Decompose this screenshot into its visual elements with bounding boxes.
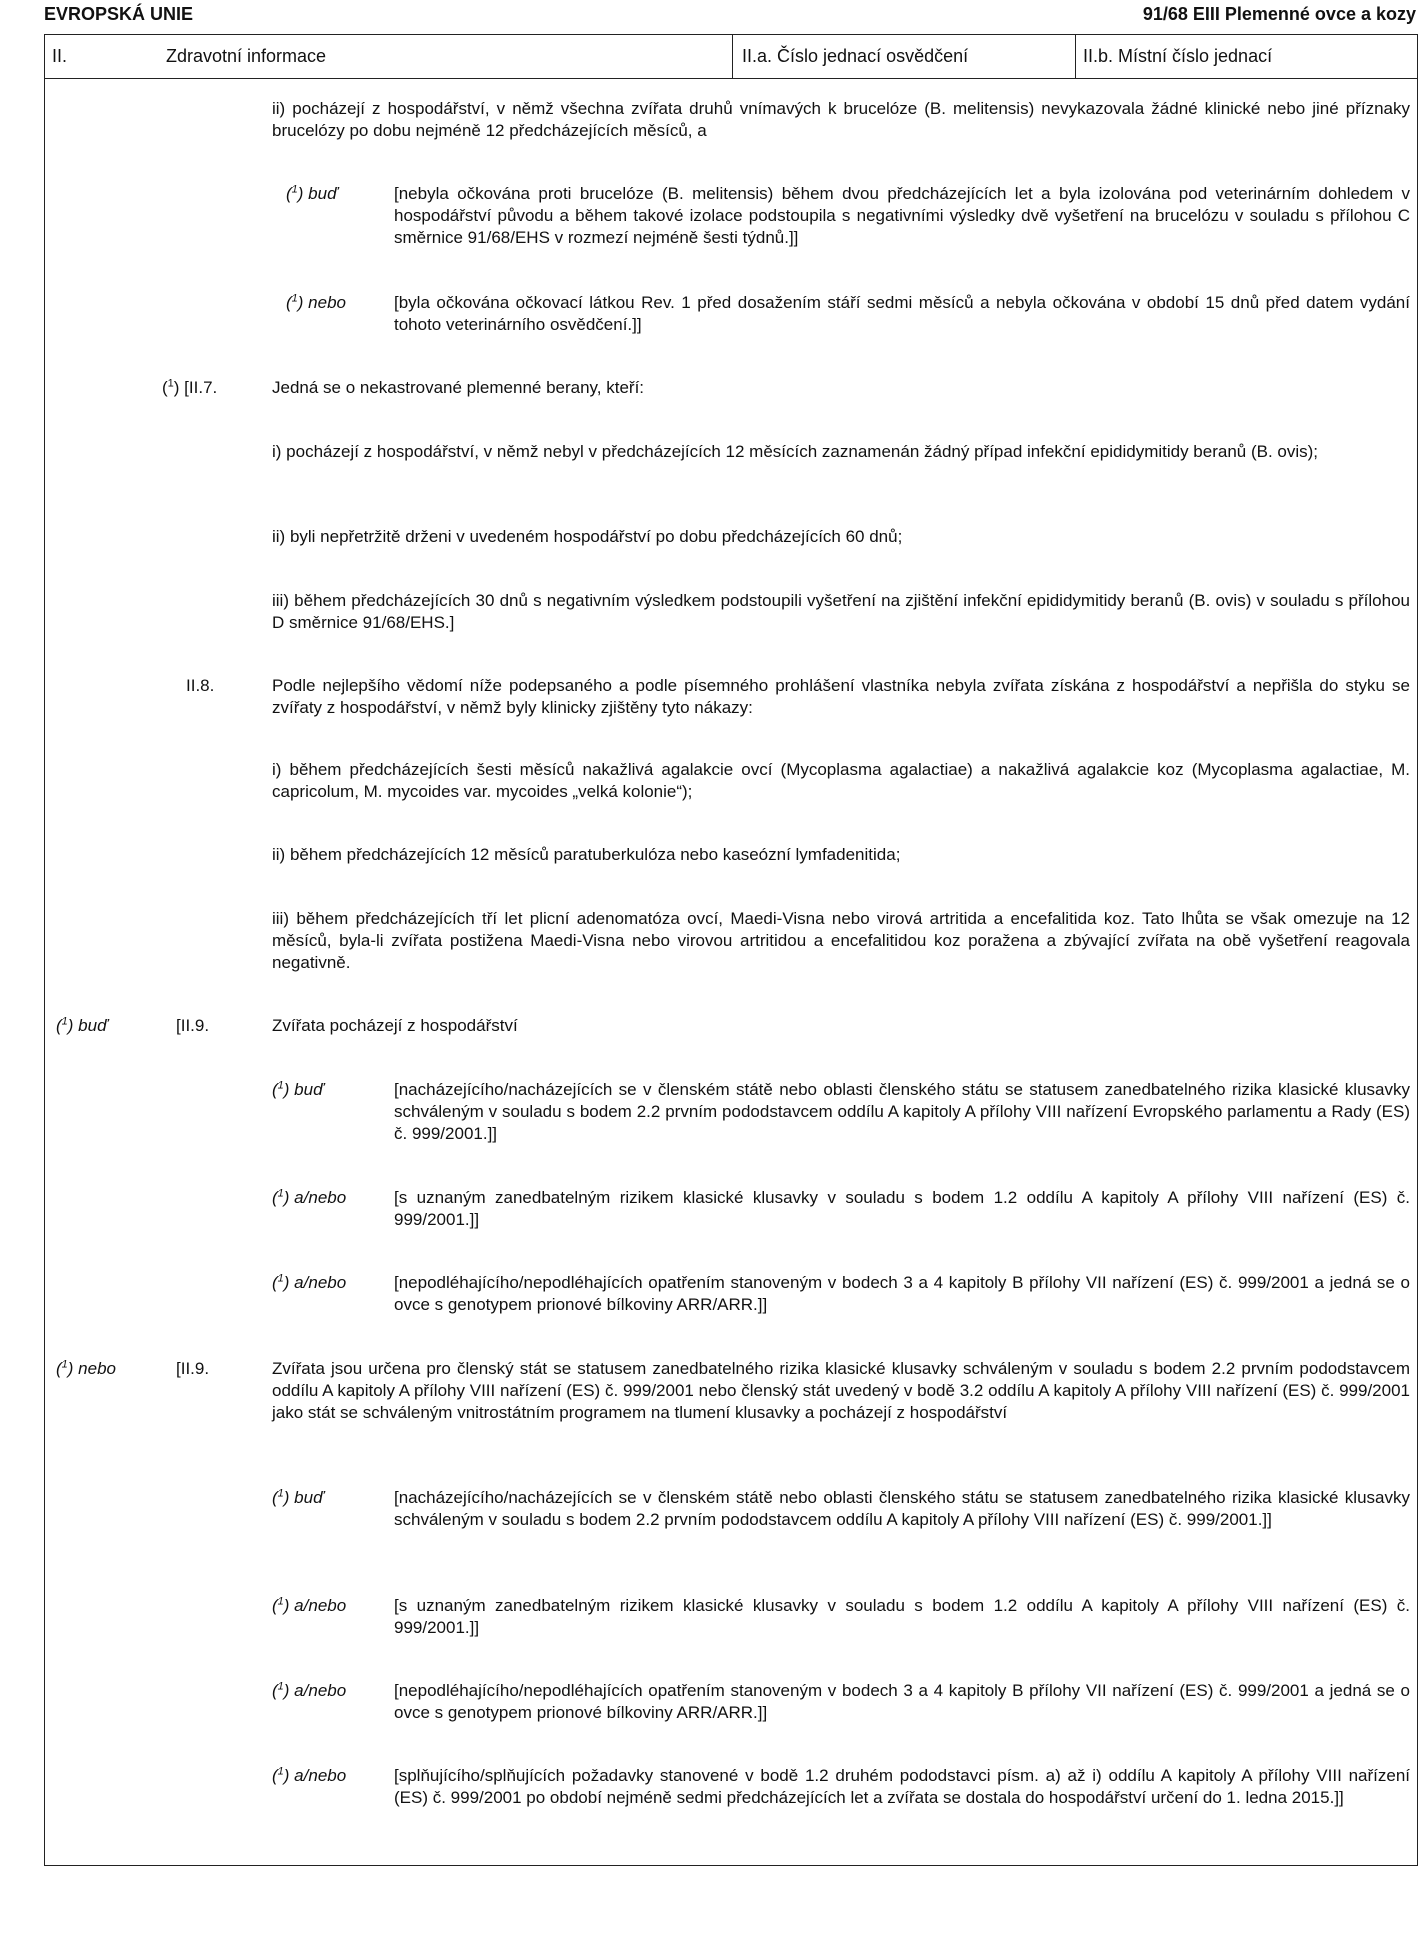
option-label: ($^1$) nebo [56,1358,116,1378]
subpoint-text: i) během předcházejících šesti měsíců nakažlivá agalakcie ovcí (Mycoplasma agalactiae) a nakažlivá agalakcie koz (Mycoplasma agalactiae, M. capricolum, M. mycoides var. mycoides „velká kolonie“); [272,760,1410,801]
subpoint-text: iii) během předcházejících 30 dnů s negativním výsledkem podstoupili vyšetření na zjištění infekční epididymitidy beranů (B. ovis) v souladu s přílohou D směrnice 91/68/EHS.] [272,591,1410,632]
local-reference-label: II.b. Místní číslo jednací [1083,46,1273,66]
header-divider [44,78,1418,79]
option-label: ($^1$) buď [56,1015,108,1035]
subpoint-text: ii) během předcházejících 12 měsíců paratuberkulóza nebo kaseózní lymfadenitida; [272,845,901,864]
subpoint-text: i) pocházejí z hospodářství, v němž nebyl v předcházejících 12 měsících zaznamenán žádný případ infekční epididymitidy beranů (B. ovis); [272,442,1319,461]
option-label: ($^1$) buď [272,1487,324,1507]
option-text: [s uznaným zanedbatelným rizikem klasické klusavky v souladu s bodem 1.2 oddílu A kapitoly A přílohy VIII nařízení (ES) č. 999/2001.]] [394,1596,1410,1637]
section-number: II. [52,46,68,66]
section-title: Zdravotní informace [166,46,327,66]
option-text: [byla očkována očkovací látkou Rev. 1 před dosažením stáří sedmi měsíců a nebyla očkována v období 15 dnů před datem vydání tohoto veterinárního osvědčení.]] [394,293,1410,334]
option-text: [splňujícího/splňujících požadavky stanovené v bodě 1.2 druhém pododstavci písm. a) až i) oddílu A kapitoly A přílohy VIII nařízení (ES) č. 999/2001 po období nejméně sedmi předcházejících let a zvířata se dostala do hospodářství určení do 1. ledna 2015.]] [394,1766,1410,1807]
option-text: [s uznaným zanedbatelným rizikem klasické klusavky v souladu s bodem 1.2 oddílu A kapitoly A přílohy VIII nařízení (ES) č. 999/2001.]] [394,1188,1410,1229]
header-col-divider-1 [732,34,733,78]
option-label: ($^1$) nebo [286,292,346,312]
subpoint-text: ii) byli nepřetržitě drženi v uvedeném hospodářství po dobu předcházejících 60 dnů; [272,527,903,546]
option-text: [nepodléhajícího/nepodléhajících opatřením stanoveným v bodech 3 a 4 kapitoly B přílohy VII nařízení (ES) č. 999/2001 a jedná se o ovce s genotypem prionové bílkoviny ARR/ARR.]] [394,1273,1410,1314]
option-label: ($^1$) a/nebo [272,1187,347,1207]
point-text: Podle nejlepšího vědomí níže podepsaného a podle písemného prohlášení vlastníka nebyla zvířata získána z hospodářství a nepřišla do styku se zvířaty z hospodářství, v němž byly klinicky zjištěny tyto nákazy: [272,676,1410,717]
option-text: [nacházejícího/nacházejících se v členském státě nebo oblasti členského státu se statusem zanedbatelného rizika klasické klusavky schváleným v souladu s bodem 2.2 prvním pododstavcem oddílu A kapitoly A přílohy VIII nařízení (ES) č. 999/2001.]] [394,1488,1410,1529]
option-text: [nepodléhajícího/nepodléhajících opatřením stanoveným v bodech 3 a 4 kapitoly B přílohy VII nařízení (ES) č. 999/2001 a jedná se o ovce s genotypem prionové bílkoviny ARR/ARR.]] [394,1681,1410,1722]
point-label: [II.9. [176,1359,210,1378]
point-text: Jedná se o nekastrované plemenné berany, kteří: [272,378,645,397]
option-label: ($^1$) a/nebo [272,1272,347,1292]
option-label: ($^1$) a/nebo [272,1680,347,1700]
option-text: [nebyla očkována proti brucelóze (B. melitensis) během dvou předcházejících let a byla izolována pod veterinárním dohledem v hospodářství původu a během takové izolace podstoupila s negativními výsledky dvě vyšetření na brucelózu v souladu s přílohou C směrnice 91/68/EHS v rozmezí nejméně šesti týdnů.]] [394,184,1410,247]
point-label: [II.9. [176,1016,210,1035]
option-text: [nacházejícího/nacházejících se v členském státě nebo oblasti členského státu se statusem zanedbatelného rizika klasické klusavky schváleným v souladu s bodem 2.2 prvním pododstavcem oddílu A kapitoly A přílohy VIII nařízení Evropského parlamentu a Rady (ES) č. 999/2001.]] [394,1080,1410,1143]
point-label: II.8. [186,676,215,695]
point-text: Zvířata jsou určena pro členský stát se statusem zanedbatelného rizika klasické klusavky schváleným v souladu s bodem 2.2 prvním pododstavcem oddílu A kapitoly A přílohy VIII nařízení (ES) č. 999/2001 nebo členský stát uvedený v bodě 3.2 oddílu A kapitoly A přílohy VIII nařízení (ES) č. 999/2001 jako stát se schváleným vnitrostátním programem na tlumení klusavky a pocházejí z hospodářství [272,1359,1410,1422]
paragraph-ii-origin: ii) pocházejí z hospodářství, v němž všechna zvířata druhů vnímavých k brucelóze (B. melitensis) nevykazovala žádné klinické nebo jiné příznaky brucelózy po dobu nejméně 12 předcházejících měsíců, a [272,99,1410,140]
header-col-divider-2 [1075,34,1076,78]
point-text: Zvířata pocházejí z hospodářství [272,1016,518,1035]
option-label: ($^1$) buď [286,183,338,203]
page-header-left: EVROPSKÁ UNIE [44,4,194,24]
certificate-reference-label: II.a. Číslo jednací osvědčení [742,46,969,66]
page-header-right: 91/68 EIII Plemenné ovce a kozy [1142,4,1416,24]
point-label: ($^1$) [II.7. [162,377,218,397]
option-label: ($^1$) a/nebo [272,1595,347,1615]
subpoint-text: iii) během předcházejících tří let plicní adenomatóza ovcí, Maedi-Visna nebo virová artritida a encefalitida koz. Tato lhůta se však omezuje na 12 měsíců, byla-li zvířata postižena Maedi-Visna nebo virovou artritidou a encefalitidou koz poražena a zbývající zvířata na obě vyšetření reagovala negativně. [272,909,1410,972]
option-label: ($^1$) buď [272,1079,324,1099]
option-label: ($^1$) a/nebo [272,1765,347,1785]
